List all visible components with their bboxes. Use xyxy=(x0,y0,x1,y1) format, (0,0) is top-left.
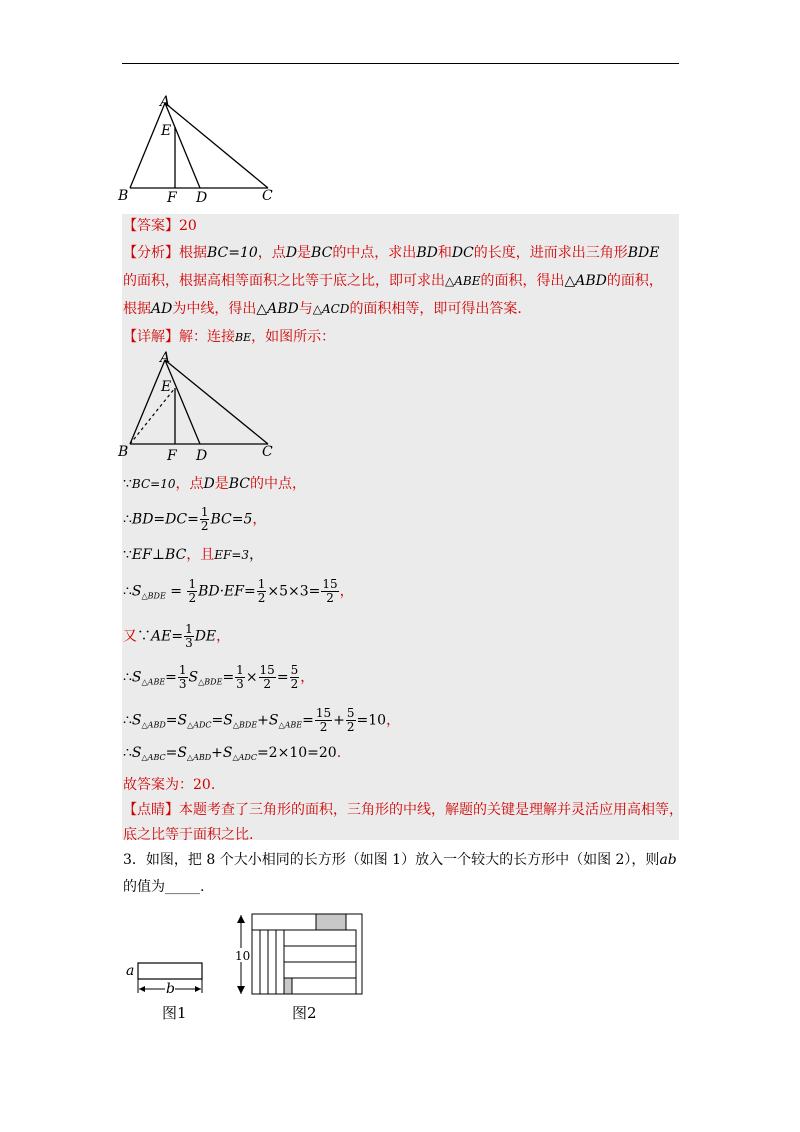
label-a-small: a xyxy=(126,963,135,979)
final-answer: 故答案为：20. xyxy=(123,777,216,793)
label-d: D xyxy=(196,190,208,206)
caption-figure-1: 图1 xyxy=(162,1004,187,1022)
question-3-line-1: 3．如图，把 8 个大小相同的长方形（如图 1）放入一个较大的长方形中（如图 2），则ab xyxy=(123,852,677,868)
question-3-line-2: 的值为_____. xyxy=(123,879,205,895)
analysis-line-3: 根据AD为中线，得出△ABD与△ACD的面积相等，即可得出答案. xyxy=(123,301,522,317)
svg-text:F: F xyxy=(167,448,177,463)
answer-tag: 【答案】 xyxy=(123,218,179,234)
triangle-figure-1 xyxy=(110,92,290,207)
answer-blank: _____ xyxy=(165,879,200,895)
answer-line xyxy=(123,216,197,236)
analysis-line-1: 【分析】根据BC=10，点D是BC的中点，求出BD和DC的长度，进而求出三角形BDE xyxy=(123,245,660,261)
label-c: C xyxy=(262,188,273,204)
dashed-be xyxy=(130,388,175,444)
comment-line-2: 底之比等于面积之比. xyxy=(123,827,254,843)
comment-line-1: 【点睛】本题考查了三角形的面积，三角形的中线，解题的关键是理解并灵活应用高相等， xyxy=(123,802,683,818)
caption-figure-2: 图2 xyxy=(292,1004,317,1022)
label-b-small: b xyxy=(166,981,175,997)
comment-tag: 【点睛】 xyxy=(123,802,179,818)
step-8: $\therefore S_{\triangle ABC}=S_{\triangle ABD}+S_{\triangle ADC}=2\times 10=20$. xyxy=(123,745,342,762)
header-rule xyxy=(122,63,679,64)
svg-text:B: B xyxy=(118,444,129,460)
step-7: $\therefore S_{\triangle ABD}=S_{\triangle ADC}=S_{\triangle BDE}+S_{\triangle ABE}=$ $\frac{15}{2}$ + $\frac{5}{2}$ =10， xyxy=(123,706,401,734)
svg-text:A: A xyxy=(160,350,171,366)
svg-text:D: D xyxy=(196,448,208,463)
detail-line: 【详解】解：连接BE，如图所示： xyxy=(123,329,336,345)
rectangle-figure-2 xyxy=(228,908,368,1026)
step-4: $\therefore S_{\triangle BDE}$ = $\frac{1}{2}$ BD·EF= $\frac{1}{2}$ ×5×3= $\frac{15}{2}$ ， xyxy=(123,577,354,605)
answer-value: 20 xyxy=(179,218,197,234)
step-1: ∵BC=10，点D是BC的中点， xyxy=(123,476,306,492)
triangle-figure-2 xyxy=(110,348,290,463)
label-e: E xyxy=(161,123,172,139)
analysis-tag: 【分析】 xyxy=(123,245,179,261)
step-5: 又∵AE= $\frac{1}{3}$ DE， xyxy=(123,622,231,650)
rectangle-figure-1 xyxy=(118,955,218,1025)
detail-tag: 【详解】 xyxy=(123,329,179,345)
label-a: A xyxy=(160,94,171,110)
step-6: $\therefore S_{\triangle ABE}=$ $\frac{1}{3}$ $S_{\triangle BDE}=$ $\frac{1}{3}$ × $\frac{15}{2}$ = $\frac{5}{2}$ ， xyxy=(123,663,315,691)
svg-text:C: C xyxy=(262,444,273,460)
label-f: F xyxy=(167,190,177,206)
analysis-line-2: 的面积，根据高相等面积之比等于底之比，即可求出△ABE的面积，得出△ABD的面积， xyxy=(123,273,663,289)
step-2: ∴BD=DC= $\frac{1}{2}$ BC=5， xyxy=(123,505,267,533)
label-ten: 10 xyxy=(235,949,251,963)
label-b: B xyxy=(118,188,129,204)
step-3: ∵EF⊥BC，且EF=3， xyxy=(123,547,264,563)
svg-text:E: E xyxy=(161,379,172,395)
